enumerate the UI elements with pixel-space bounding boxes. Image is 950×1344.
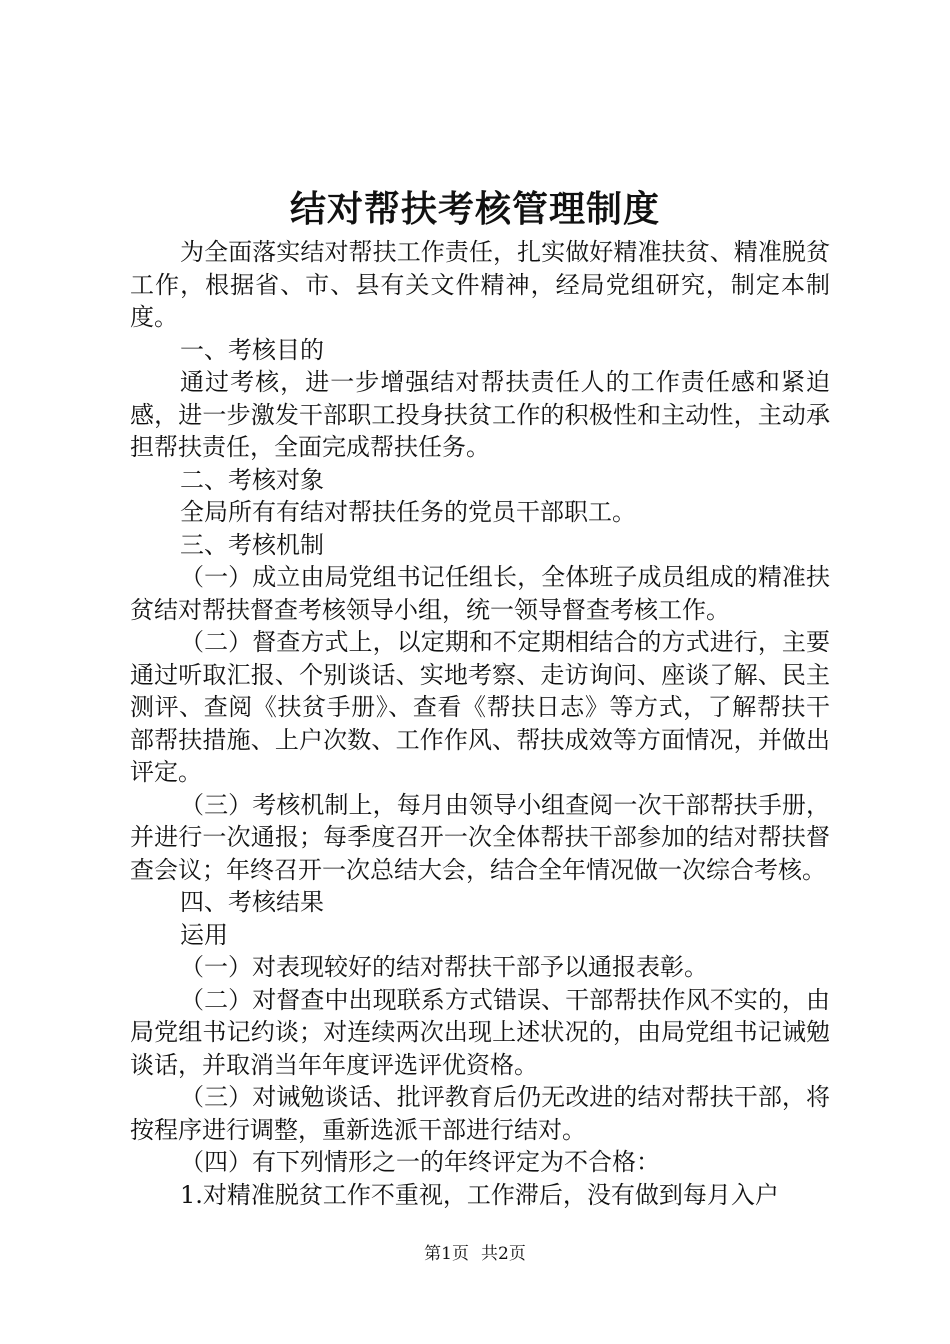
document-title: 结对帮扶考核管理制度 [289, 188, 660, 230]
paragraph-result-2: （二）对督查中出现联系方式错误、干部帮扶作风不实的，由局党组书记约谈；对连续两次出现上述状况的，由局党组书记诫勉谈话，并取消当年年度评选评优资格。 [130, 985, 830, 1079]
section-heading-target: 二、考核对象 [180, 465, 324, 494]
page-footer [0, 1242, 950, 1266]
section-heading-mechanism: 三、考核机制 [180, 530, 324, 559]
section-heading-result: 四、考核结果 [180, 888, 324, 916]
page-total: 共2页 [481, 1244, 526, 1264]
paragraph-item-1: 1.对精准脱贫工作不重视，工作滞后，没有做到每月入户 [180, 1180, 779, 1209]
paragraph-purpose: 通过考核，进一步增强结对帮扶责任人的工作责任感和紧迫感，进一步激发干部职工投身扶贫工作的积极性和主动性，主动承担帮扶责任，全面完成帮扶任务。 [130, 368, 830, 461]
section-heading-purpose: 一、考核目的 [180, 335, 324, 364]
section-heading-result-cont: 运用 [180, 920, 228, 949]
paragraph-result-4: （四）有下列情形之一的年终评定为不合格： [180, 1148, 660, 1176]
page-number: 第1页 [424, 1244, 469, 1264]
paragraph-result-3: （三）对诫勉谈话、批评教育后仍无改进的结对帮扶干部，将按程序进行调整，重新选派干部进行结对。 [130, 1083, 830, 1144]
paragraph-mechanism-2: （二）督查方式上，以定期和不定期相结合的方式进行，主要通过听取汇报、个别谈话、实地考察、走访询问、座谈了解、民主测评、查阅《扶贫手册》、查看《帮扶日志》等方式，了解帮扶干部帮扶措施、上户次数、工作作风、帮扶成效等方面情况，并做出评定。 [130, 628, 830, 786]
paragraph-target: 全局所有有结对帮扶任务的党员干部职工。 [180, 498, 636, 526]
paragraph-mechanism-1: （一）成立由局党组书记任组长，全体班子成员组成的精准扶贫结对帮扶督查考核领导小组，统一领导督查考核工作。 [130, 563, 830, 624]
paragraph-intro: 为全面落实结对帮扶工作责任，扎实做好精准扶贫、精准脱贫工作，根据省、市、县有关文件精神，经局党组研究，制定本制度。 [130, 238, 830, 331]
paragraph-mechanism-3: （三）考核机制上，每月由领导小组查阅一次干部帮扶手册，并进行一次通报；每季度召开一次全体帮扶干部参加的结对帮扶督查会议；年终召开一次总结大会，结合全年情况做一次综合考核。 [130, 790, 830, 884]
paragraph-result-1: （一）对表现较好的结对帮扶干部予以通报表彰。 [180, 953, 708, 981]
document-body [130, 236, 830, 1211]
